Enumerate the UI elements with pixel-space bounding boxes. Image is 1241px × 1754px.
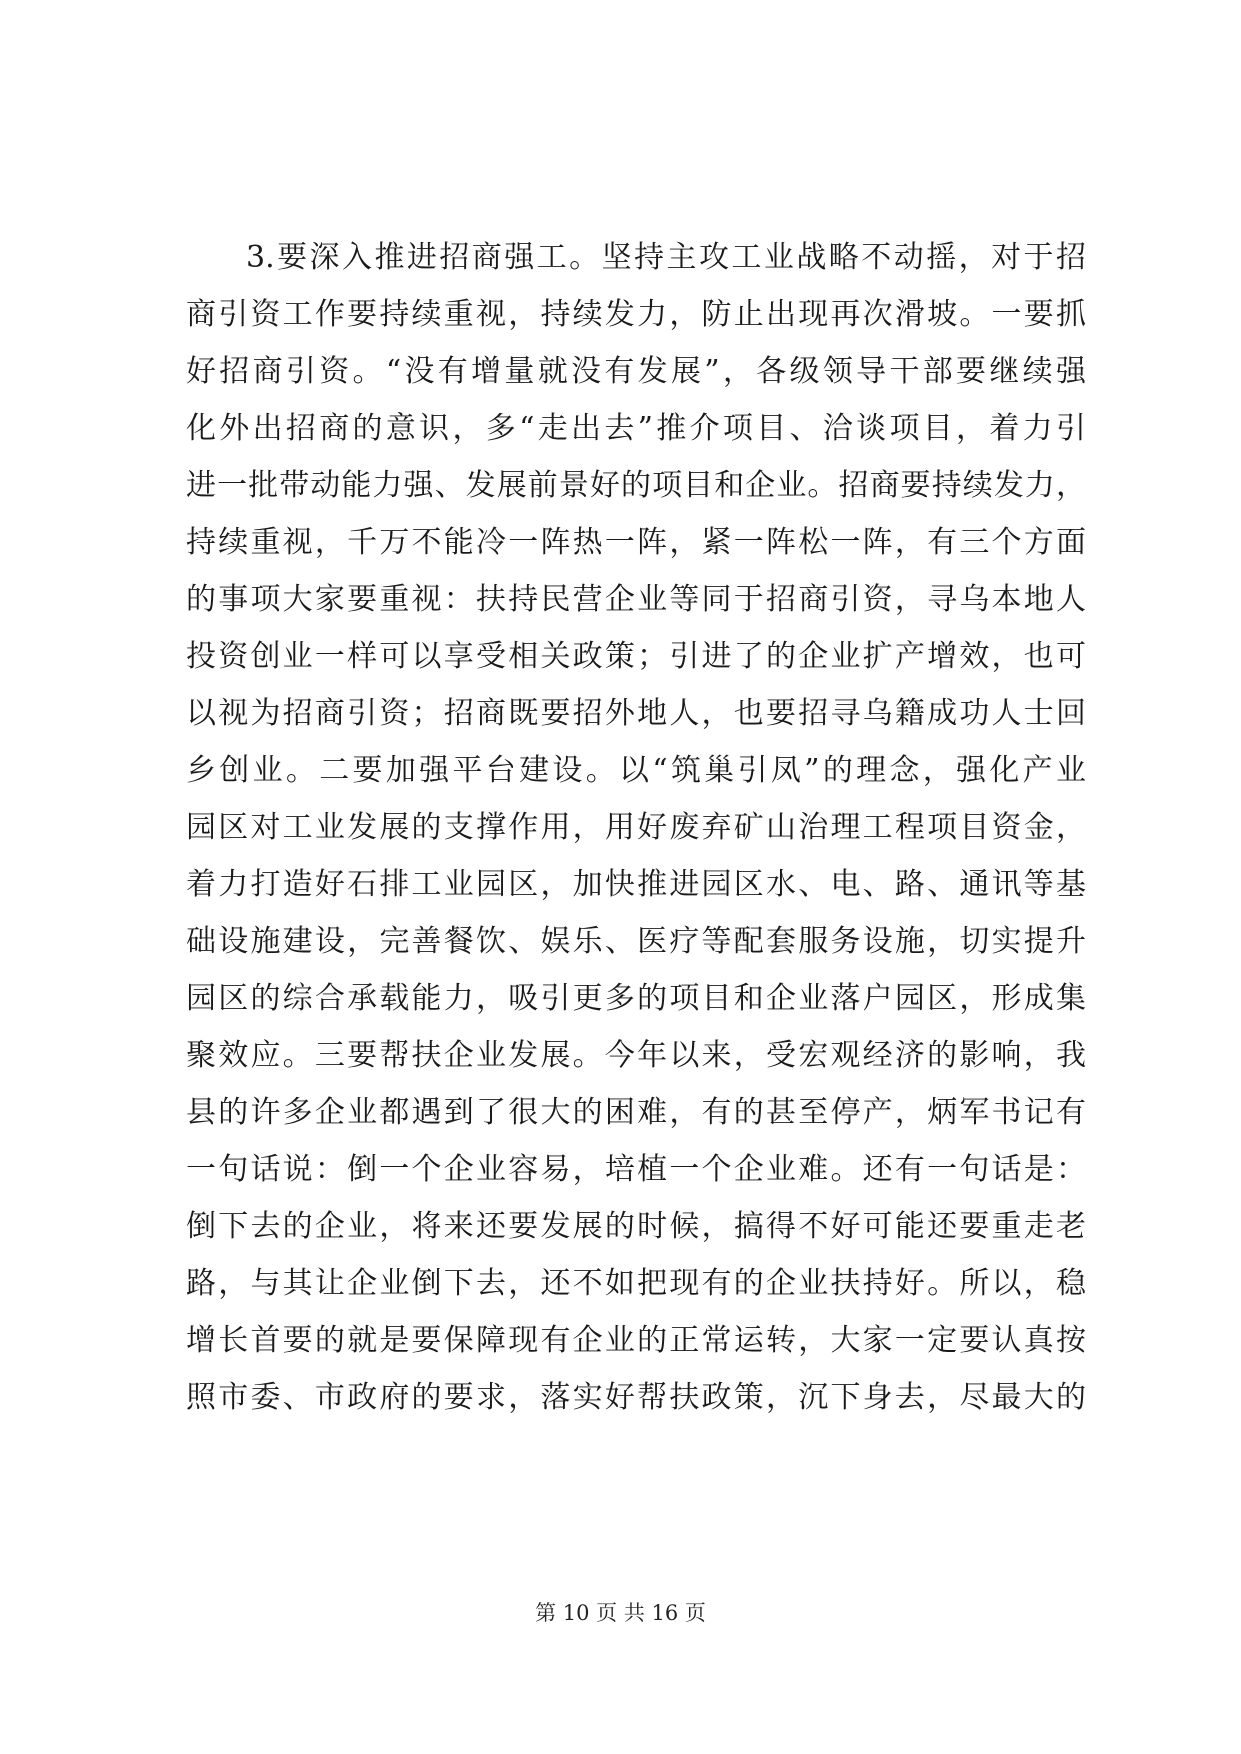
paragraph-line: 化外出招商的意识，多“走出去”推介项目、洽谈项目，着力引 bbox=[186, 411, 1086, 446]
paragraph-line: 商引资工作要持续重视，持续发力，防止出现再次滑坡。一要抓 bbox=[186, 297, 1086, 332]
paragraph-line: 础设施建设，完善餐饮、娱乐、医疗等配套服务设施，切实提升 bbox=[186, 924, 1086, 959]
paragraph-line: 聚效应。三要帮扶企业发展。今年以来，受宏观经济的影响，我 bbox=[186, 1038, 1086, 1073]
paragraph-line: 好招商引资。“没有增量就没有发展”，各级领导干部要继续强 bbox=[186, 354, 1086, 389]
paragraph-line: 以视为招商引资；招商既要招外地人，也要招寻乌籍成功人士回 bbox=[186, 696, 1086, 731]
body-paragraph bbox=[186, 229, 1086, 1426]
paragraph-line: 投资创业一样可以享受相关政策；引进了的企业扩产增效，也可 bbox=[186, 639, 1086, 674]
paragraph-line: 增长首要的就是要保障现有企业的正常运转，大家一定要认真按 bbox=[186, 1323, 1086, 1358]
paragraph-line: 3.要深入推进招商强工。坚持主攻工业战略不动摇，对于招 bbox=[246, 240, 1086, 275]
paragraph-line: 着力打造好石排工业园区，加快推进园区水、电、路、通讯等基 bbox=[186, 867, 1086, 902]
paragraph-line: 的事项大家要重视：扶持民营企业等同于招商引资，寻乌本地人 bbox=[186, 582, 1086, 617]
paragraph-line: 持续重视，千万不能冷一阵热一阵，紧一阵松一阵，有三个方面 bbox=[186, 525, 1086, 560]
paragraph-line: 县的许多企业都遇到了很大的困难，有的甚至停产，炳军书记有 bbox=[186, 1095, 1086, 1130]
paragraph-line: 倒下去的企业，将来还要发展的时候，搞得不好可能还要重走老 bbox=[186, 1209, 1086, 1244]
page-number-footer: 第 10 页 共 16 页 bbox=[535, 1601, 706, 1625]
paragraph-line: 路，与其让企业倒下去，还不如把现有的企业扶持好。所以，稳 bbox=[186, 1266, 1086, 1301]
paragraph-line: 乡创业。二要加强平台建设。以“筑巢引凤”的理念，强化产业 bbox=[186, 753, 1086, 788]
paragraph-line: 园区对工业发展的支撑作用，用好废弃矿山治理工程项目资金， bbox=[186, 810, 1086, 845]
paragraph-line: 一句话说：倒一个企业容易，培植一个企业难。还有一句话是： bbox=[186, 1152, 1086, 1187]
paragraph-line: 进一批带动能力强、发展前景好的项目和企业。招商要持续发力， bbox=[186, 468, 1086, 503]
paragraph-line: 园区的综合承载能力，吸引更多的项目和企业落户园区，形成集 bbox=[186, 981, 1086, 1016]
paragraph-line: 照市委、市政府的要求，落实好帮扶政策，沉下身去，尽最大的 bbox=[186, 1380, 1086, 1415]
